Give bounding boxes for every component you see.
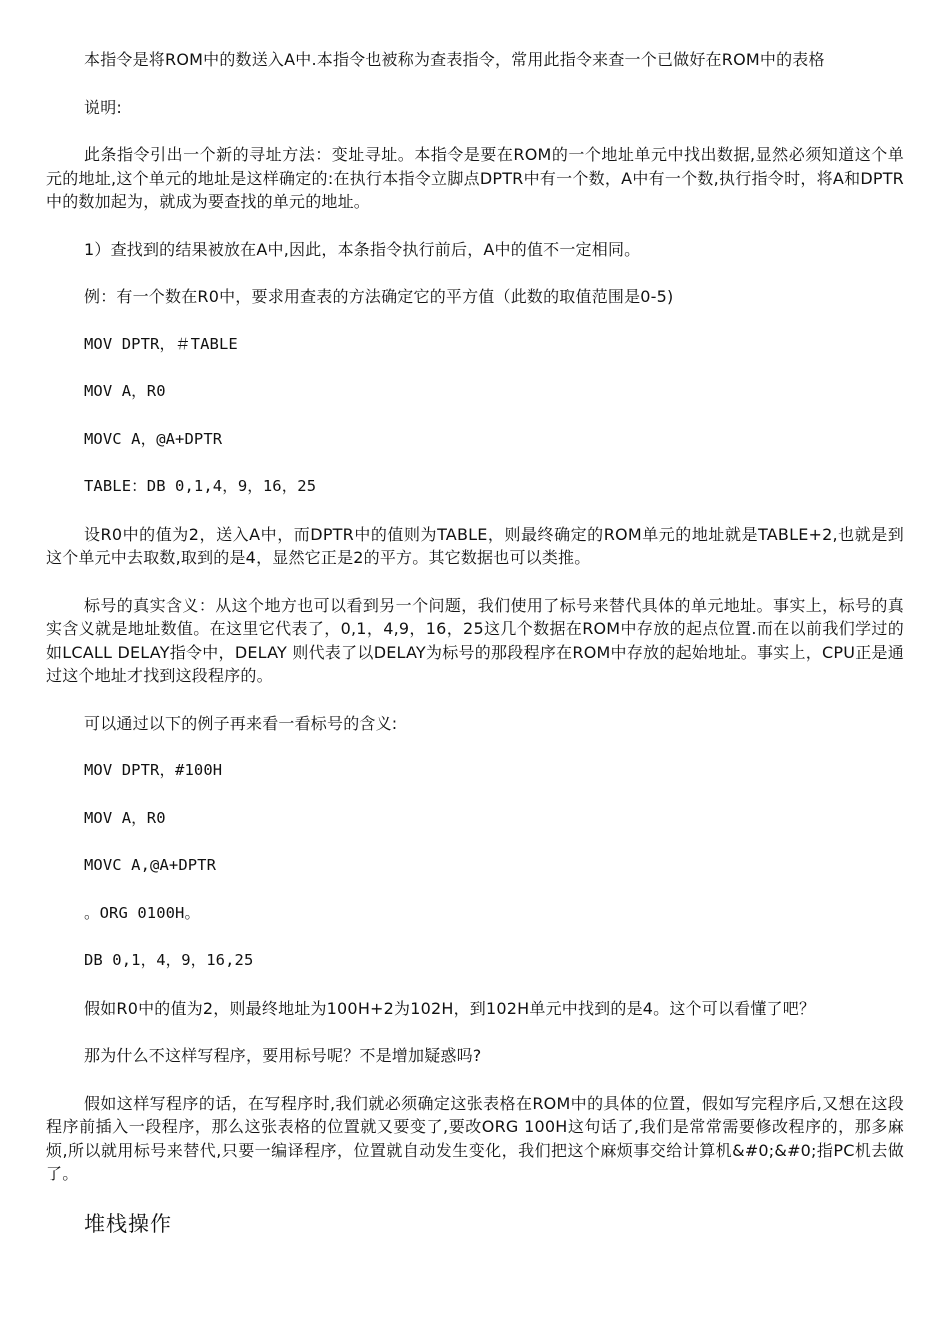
- code-line: MOVC A，@A+DPTR: [84, 429, 223, 448]
- code-line: TABLE：DB 0,1,4，9，16，25: [84, 477, 317, 495]
- paragraph-indexed-addressing: 此条指令引出一个新的寻址方法：变址寻址。本指令是要在ROM的一个地址单元中找出数据,显然必须知道这个单元的地址,这个单元的地址是这样确定的:在执行本指令立脚点DPTR中有一个数，A中有一个数,执行指令时，将A和DPTR中的数加起为，就成为要查找的单元的地址。: [46, 145, 904, 211]
- paragraph-example-square: 例：有一个数在R0中，要求用查表的方法确定它的平方值（此数的取值范围是0-5): [84, 287, 674, 306]
- paragraph-why-labels: 那为什么不这样写程序，要用标号呢？不是增加疑惑吗?: [84, 1046, 482, 1065]
- code-line: MOV DPTR，＃TABLE: [84, 334, 238, 353]
- code-line: 。ORG 0100H。: [84, 903, 201, 922]
- code-line: MOV A，R0: [84, 808, 166, 827]
- section-heading: 堆栈操作: [84, 1211, 172, 1236]
- paragraph-another-example: 可以通过以下的例子再来看一看标号的含义:: [84, 713, 398, 733]
- document-page: [46, 48, 904, 1238]
- code-line: DB 0,1，4，9，16,25: [84, 951, 254, 969]
- paragraph-example-explanation: 设R0中的值为2，送入A中，而DPTR中的值则为TABLE，则最终确定的ROM单元的地址就是TABLE+2,也就是到这个单元中去取数,取到的是4，显然它正是2的平方。其它数据也可以类推。: [46, 524, 904, 567]
- paragraph-final-address: 假如R0中的值为2，则最终地址为100H+2为102H，到102H单元中找到的是4。这个可以看懂了吧？: [84, 998, 816, 1018]
- paragraph-note-label: 说明:: [84, 97, 122, 117]
- paragraph-label-meaning: 标号的真实含义：从这个地方也可以看到另一个问题，我们使用了标号来替代具体的单元地址。事实上，标号的真实含义就是地址数值。在这里它代表了，0,1，4,9，16，25这几个数据在ROM中存放的起点位置.而在以前我们学过的如LCALL DELAY指令中，DELAY 则代表了以DELAY为标号的那段程序在ROM中存放的起始地址。事实上，CPU正是通过这个地址才找到这段程序的。: [46, 595, 904, 685]
- paragraph-result-in-a: 1）查找到的结果被放在A中,因此，本条指令执行前后，A中的值不一定相同。: [84, 239, 641, 259]
- paragraph-label-benefit: 假如这样写程序的话，在写程序时,我们就必须确定这张表格在ROM中的具体的位置，假如写完程序后,又想在这段程序前插入一段程序，那么这张表格的位置就又要变了,要改ORG 100H这句话了,我们是常常需要修改程序的，那多麻烦,所以就用标号来替代,只要一编译程序，位置就自动发生变化，我们把这个麻烦事交给计算机&#0;&#0;指PC机去做了。: [46, 1093, 904, 1183]
- code-line: MOVC A,@A+DPTR: [84, 856, 217, 874]
- paragraph-movc-intro: 本指令是将ROM中的数送入A中.本指令也被称为查表指令，常用此指令来查一个已做好在ROM中的表格: [84, 50, 825, 69]
- code-line: MOV A，R0: [84, 382, 166, 400]
- code-line: MOV DPTR，#100H: [84, 761, 223, 779]
